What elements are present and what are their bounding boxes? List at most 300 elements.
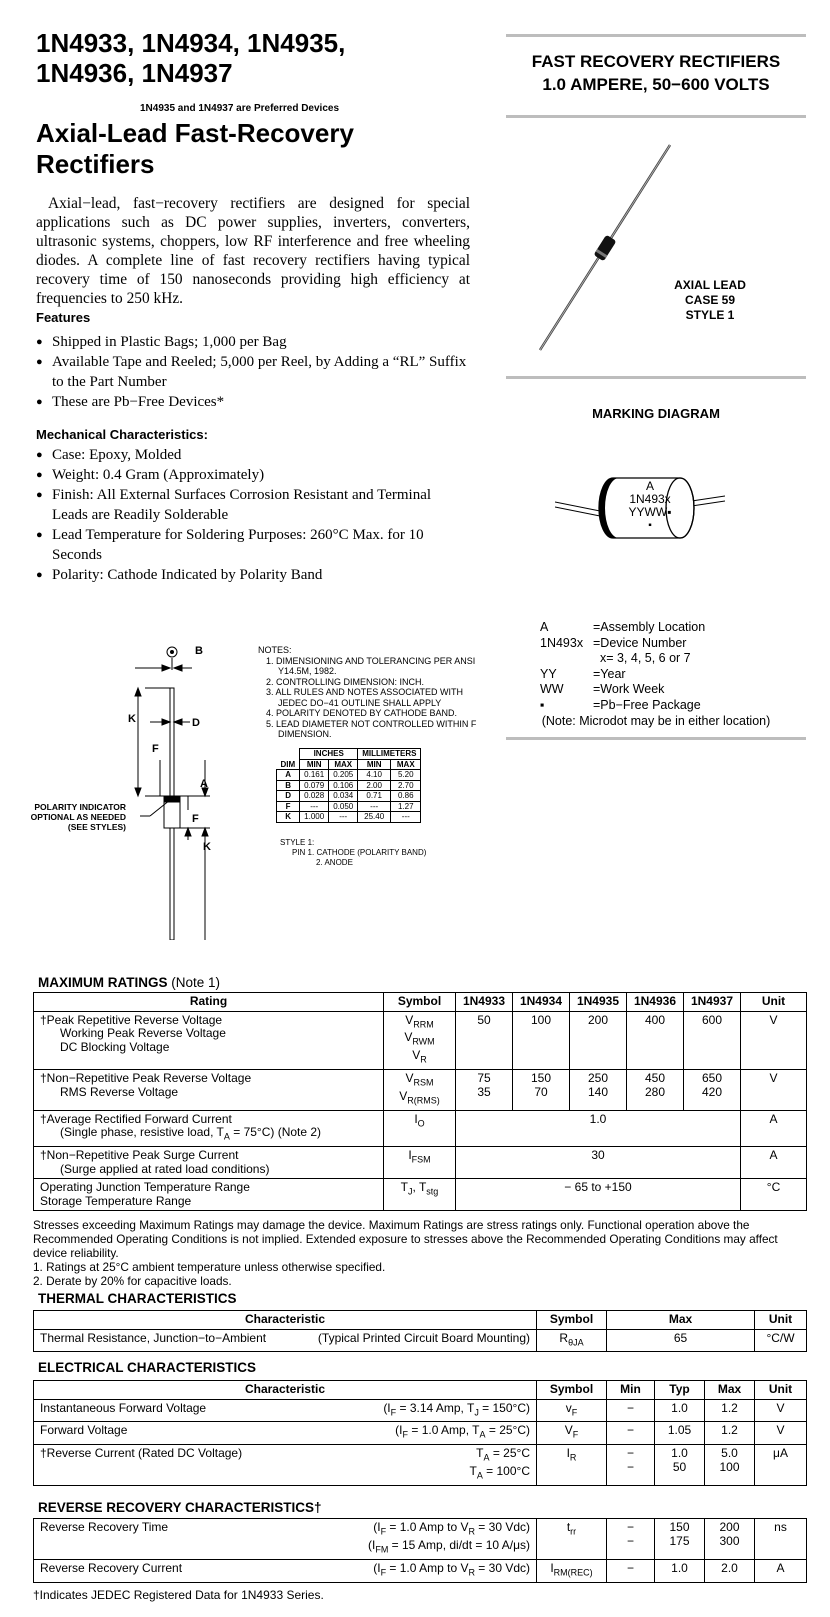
style-line3: 2. ANODE	[316, 858, 353, 867]
symbol: t	[566, 1520, 571, 1534]
table-row	[34, 1559, 807, 1582]
features-list	[36, 332, 476, 412]
rating-label: DC Blocking Voltage	[60, 1039, 170, 1054]
marking-diagram	[555, 470, 725, 550]
recovery-title: REVERSE RECOVERY CHARACTERISTICS†	[38, 1500, 322, 1515]
unit-cell: μA	[755, 1445, 807, 1486]
table-cell: 200	[570, 1011, 627, 1070]
table-cell: −	[607, 1559, 655, 1582]
table-cell	[627, 1070, 684, 1111]
table-cell: 0.106	[329, 780, 358, 791]
characteristic-cell	[34, 1519, 537, 1560]
table-cell: 1.0	[655, 1399, 705, 1422]
legend-key: 1N493x	[540, 635, 584, 650]
main-title-line1: Axial-Lead Fast-Recovery	[36, 118, 354, 148]
value: 175	[669, 1533, 690, 1548]
microdot-note: (Note: Microdot may be in either location)	[541, 714, 771, 728]
max-ratings-note: (Note 1)	[171, 975, 221, 990]
col-header: Symbol	[537, 1381, 607, 1400]
rating-cell	[34, 1070, 384, 1111]
dim-label-k2: K	[203, 841, 211, 853]
jedec-footnote: †Indicates JEDEC Registered Data for 1N4933 Series.	[33, 1588, 324, 1602]
symbol-cell	[537, 1559, 607, 1582]
note-item: 1. DIMENSIONING AND TOLERANCING PER ANSI Y14.5M, 1982.	[266, 655, 476, 676]
symbol-sub: RRM	[413, 1018, 434, 1029]
list-item: ● Shipped in Plastic Bags; 1,000 per Bag	[36, 332, 476, 352]
condition-sub: R	[468, 1526, 475, 1537]
thermal-table	[33, 1310, 807, 1352]
thermal-title: THERMAL CHARACTERISTICS	[38, 1291, 237, 1306]
condition: T	[469, 1464, 477, 1479]
value: 150	[669, 1520, 690, 1534]
note-item: 2. CONTROLLING DIMENSION: INCH.	[266, 676, 425, 687]
condition: (I	[373, 1560, 381, 1575]
table-row	[34, 1110, 807, 1146]
recovery-table	[33, 1518, 807, 1583]
list-item: ● Polarity: Cathode Indicated by Polarity Band	[36, 565, 456, 585]
list-item: ● Case: Epoxy, Molded	[36, 445, 456, 465]
max-ratings-title	[38, 975, 220, 990]
symbol-sub: FSM	[411, 1154, 431, 1165]
condition-sub: A	[476, 1470, 483, 1481]
table-cell: 50	[456, 1011, 513, 1070]
table-cell: ---	[391, 812, 421, 823]
symbol-sub: F	[572, 1429, 579, 1440]
symbol-sub: O	[417, 1118, 425, 1129]
electrical-title: ELECTRICAL CHARACTERISTICS	[38, 1360, 257, 1375]
condition: = 150°C)	[478, 1400, 530, 1415]
characteristic-cell	[34, 1559, 537, 1582]
marking-line1: A	[645, 479, 655, 493]
features-heading: Features	[36, 310, 91, 325]
style-line2: PIN 1. CATHODE (POLARITY BAND)	[292, 848, 427, 857]
condition: = 3.14 Amp, T	[396, 1400, 475, 1415]
condition: T	[476, 1446, 484, 1461]
max-header: MAX	[391, 759, 421, 770]
characteristic-label: Thermal Resistance, Junction−to−Ambient	[40, 1330, 267, 1345]
rating-cell	[34, 1011, 384, 1070]
rating-label: †Non−Repetitive Peak Reverse Voltage	[40, 1071, 252, 1086]
characteristic-cell	[34, 1399, 537, 1422]
value: 140	[587, 1084, 609, 1099]
rating-cell	[34, 1110, 384, 1146]
col-header: 1N4936	[627, 993, 684, 1012]
value: 450	[644, 1071, 666, 1086]
table-cell	[705, 1445, 755, 1486]
condition-sub: A	[483, 1452, 490, 1463]
table-row	[34, 1147, 807, 1179]
condition-sub: F	[402, 1429, 409, 1440]
marking-diagram-title: MARKING DIAGRAM	[592, 406, 720, 421]
rating-label: †Non−Repetitive Peak Surge Current	[40, 1148, 239, 1163]
min-header: MIN	[300, 759, 329, 770]
table-row	[277, 791, 421, 802]
value: 650	[701, 1071, 723, 1086]
rating-label: (Surge applied at rated load conditions)	[60, 1161, 270, 1176]
symbol: V	[564, 1423, 573, 1438]
symbol: v	[565, 1400, 572, 1415]
divider	[506, 737, 806, 740]
table-row	[277, 812, 421, 823]
col-header: 1N4935	[570, 993, 627, 1012]
table-cell: 1.0	[655, 1559, 705, 1582]
dim-label-d: D	[192, 717, 200, 729]
rating-sub: A	[223, 1131, 230, 1142]
polarity-line2: OPTIONAL AS NEEDED	[30, 812, 126, 822]
table-cell: 65	[607, 1329, 755, 1352]
symbol-cell	[537, 1519, 607, 1560]
table-cell	[607, 1519, 655, 1560]
condition: (I	[383, 1400, 391, 1415]
condition: (I	[395, 1423, 403, 1438]
value: 75	[477, 1071, 491, 1086]
condition-sub: FM	[375, 1544, 389, 1555]
unit-cell: A	[741, 1147, 807, 1179]
list-item: ● Weight: 0.4 Gram (Approximately)	[36, 465, 456, 485]
symbol: I	[566, 1446, 570, 1461]
table-cell	[456, 1070, 513, 1111]
note-item: 3. ALL RULES AND NOTES ASSOCIATED WITH JEDEC DO−41 OUTLINE SHALL APPLY	[266, 687, 464, 708]
condition: (I	[373, 1520, 381, 1534]
table-cell: 2.00	[358, 780, 391, 791]
symbol-cell	[537, 1399, 607, 1422]
value: −	[626, 1520, 634, 1534]
table-cell: 1.05	[655, 1422, 705, 1445]
condition-sub: F	[380, 1567, 387, 1578]
condition: = 25°C)	[485, 1423, 530, 1438]
symbol-cell	[384, 1070, 456, 1111]
symbol-sub: θJA	[568, 1336, 584, 1347]
note-item: 4. POLARITY DENOTED BY CATHODE BAND.	[266, 708, 458, 718]
unit-cell: °C	[741, 1179, 807, 1211]
symbol-sub: R(RMS)	[407, 1095, 440, 1106]
characteristic-label: Reverse Recovery Current	[40, 1560, 183, 1575]
value: −	[626, 1446, 634, 1461]
symbol: V	[399, 1089, 408, 1104]
table-cell: −	[607, 1422, 655, 1445]
symbol-sub: RM(REC)	[553, 1567, 593, 1578]
list-item: ● Available Tape and Reeled; 5,000 per Reel, by Adding a “RL” Suffix to the Part Number	[36, 352, 476, 392]
col-header: Max	[607, 1311, 755, 1330]
value: 280	[644, 1084, 666, 1099]
case-line1: AXIAL LEAD	[674, 278, 746, 292]
value: 300	[719, 1533, 740, 1548]
case-line2: CASE 59	[684, 293, 736, 307]
table-cell	[570, 1070, 627, 1111]
table-cell: B	[277, 780, 300, 791]
legend-value: =Device Number	[593, 635, 687, 650]
symbol: I	[408, 1148, 412, 1163]
table-cell: 5.20	[391, 770, 421, 781]
symbol-sub: R	[569, 1452, 577, 1463]
legend-key: WW	[540, 682, 564, 696]
symbol: I	[550, 1560, 554, 1575]
unit-cell: V	[741, 1070, 807, 1111]
characteristic-label: Reverse Recovery Time	[40, 1520, 169, 1534]
notes-heading: NOTES:	[258, 645, 292, 655]
symbol: R	[559, 1330, 569, 1345]
table-cell: 30	[456, 1147, 741, 1179]
legend-row	[540, 651, 705, 667]
table-cell	[705, 1519, 755, 1560]
legend-value: =Pb−Free Package	[593, 697, 701, 712]
legend-row	[540, 667, 705, 683]
symbol-cell	[537, 1445, 607, 1486]
symbol-sub: rr	[570, 1526, 577, 1537]
col-header: Symbol	[537, 1311, 607, 1330]
characteristic-cell	[34, 1329, 537, 1352]
condition: = 1.0 Amp, T	[408, 1423, 480, 1438]
rating-label: Working Peak Reverse Voltage	[60, 1026, 226, 1040]
col-header: Rating	[34, 993, 384, 1012]
mechanical-list	[36, 445, 456, 585]
symbol: T	[400, 1180, 409, 1195]
table-row	[34, 1179, 807, 1211]
rating-label: RMS Reverse Voltage	[60, 1084, 179, 1099]
symbol: V	[412, 1048, 421, 1063]
rating-cell	[34, 1179, 384, 1211]
unit-cell: V	[755, 1399, 807, 1422]
intro-paragraph: Axial−lead, fast−recovery rectifiers are designed for special applications such as DC power supplies, inverters, converters, ultrasonic systems, choppers, low RF interference and free wheeling diodes. A complete line of fast recovery rectifiers having typical recovery time of 150 nanoseconds providing high efficiency at frequencies to 250 kHz.	[36, 195, 470, 307]
condition-sub: R	[468, 1567, 475, 1578]
value: 1.0	[671, 1446, 688, 1461]
unit-cell: A	[755, 1559, 807, 1582]
condition: (I	[367, 1537, 376, 1552]
condition: = 1.0 Amp to V	[386, 1520, 469, 1534]
characteristic-cell	[34, 1422, 537, 1445]
table-cell: − 65 to +150	[456, 1179, 741, 1211]
table-cell: 1.000	[300, 812, 329, 823]
dim-label-f2: F	[192, 813, 199, 825]
characteristic-label: †Reverse Current (Rated DC Voltage)	[40, 1446, 243, 1461]
table-cell: ---	[300, 801, 329, 812]
symbol-sub: RWM	[412, 1036, 435, 1047]
legend-value: =Assembly Location	[593, 620, 706, 634]
stress-disclaimer	[33, 1218, 807, 1288]
legend-row	[540, 698, 705, 714]
table-cell: F	[277, 801, 300, 812]
outline-drawing	[20, 640, 240, 940]
characteristic-cell	[34, 1445, 537, 1486]
unit-cell: °C/W	[755, 1329, 807, 1352]
value: −	[626, 1459, 634, 1474]
note-item: 5. LEAD DIAMETER NOT CONTROLLED WITHIN F DIMENSION.	[266, 718, 477, 739]
summary-line2: 1.0 AMPERE, 50−600 VOLTS	[542, 75, 770, 94]
value: 35	[477, 1084, 491, 1099]
table-cell: 400	[627, 1011, 684, 1070]
inches-header: INCHES	[300, 749, 358, 760]
col-header: Characteristic	[34, 1381, 537, 1400]
symbol: V	[405, 1012, 414, 1027]
style-line1: STYLE 1:	[280, 838, 315, 847]
col-header: 1N4937	[684, 993, 741, 1012]
table-cell: 0.028	[300, 791, 329, 802]
rating-label: Operating Junction Temperature Range	[40, 1180, 250, 1195]
marking-line4: ▪	[648, 520, 652, 531]
table-cell	[607, 1445, 655, 1486]
table-cell: ---	[358, 801, 391, 812]
table-cell: 0.161	[300, 770, 329, 781]
table-row	[277, 770, 421, 781]
table-cell: 2.70	[391, 780, 421, 791]
value: 50	[672, 1459, 687, 1474]
table-cell: 2.0	[705, 1559, 755, 1582]
legend-row	[540, 620, 705, 636]
legend-key: A	[540, 620, 549, 634]
condition-sub: F	[380, 1526, 387, 1537]
symbol-cell	[384, 1110, 456, 1146]
part-number-title	[36, 28, 466, 88]
col-header: Unit	[741, 993, 807, 1012]
min-header: MIN	[358, 759, 391, 770]
list-item: ● Lead Temperature for Soldering Purposes: 260°C Max. for 10 Seconds	[36, 525, 456, 565]
electrical-table	[33, 1380, 807, 1486]
case-label	[640, 278, 780, 323]
marking-line3: YYWW▪	[628, 505, 672, 519]
col-header: Max	[705, 1381, 755, 1400]
table-row	[277, 780, 421, 791]
symbol-cell	[384, 1147, 456, 1179]
condition-sub: F	[390, 1406, 397, 1417]
mechanical-heading: Mechanical Characteristics:	[36, 427, 208, 442]
rating-cell	[34, 1147, 384, 1179]
part-title-line1: 1N4933, 1N4934, 1N4935,	[36, 28, 346, 58]
value: −	[626, 1533, 634, 1548]
mm-header: MILLIMETERS	[358, 749, 421, 760]
table-cell: 1.0	[456, 1110, 741, 1146]
value: 420	[701, 1084, 723, 1099]
rating-label: (Single phase, resistive load, T	[60, 1125, 224, 1140]
divider	[506, 34, 806, 37]
page-title	[36, 118, 476, 180]
max-ratings-heading: MAXIMUM RATINGS	[38, 975, 168, 990]
marking-legend	[540, 620, 705, 713]
symbol-cell	[537, 1422, 607, 1445]
condition: = 30 Vdc)	[474, 1520, 530, 1534]
legend-key: YY	[540, 666, 557, 681]
table-row	[34, 1445, 807, 1486]
legend-value: x= 3, 4, 5, 6 or 7	[593, 651, 691, 665]
table-row	[34, 1519, 807, 1560]
col-header: Min	[607, 1381, 655, 1400]
value: 100	[719, 1459, 740, 1474]
col-header: Unit	[755, 1311, 807, 1330]
table-row	[34, 1422, 807, 1445]
symbol: , T	[412, 1180, 427, 1195]
table-cell: 25.40	[358, 812, 391, 823]
table-cell: 0.86	[391, 791, 421, 802]
max-ratings-table	[33, 992, 807, 1211]
dim-label-f: F	[152, 743, 159, 755]
table-cell: 0.71	[358, 791, 391, 802]
table-cell: 1.2	[705, 1399, 755, 1422]
table-cell: 1.27	[391, 801, 421, 812]
col-header: Symbol	[384, 993, 456, 1012]
condition: = 25°C	[489, 1446, 530, 1461]
characteristic-label: Forward Voltage	[40, 1423, 128, 1438]
max-header: MAX	[329, 759, 358, 770]
table-row	[34, 1070, 807, 1111]
legend-value: =Work Week	[593, 682, 665, 696]
symbol-sub: stg	[426, 1186, 439, 1197]
dim-header: DIM	[277, 749, 300, 770]
value: 5.0	[721, 1446, 738, 1461]
rating-label: = 75°C) (Note 2)	[229, 1125, 322, 1140]
symbol-sub: J	[408, 1186, 413, 1197]
case-line3: STYLE 1	[685, 308, 735, 322]
legend-key	[540, 651, 593, 667]
table-cell: −	[607, 1399, 655, 1422]
table-row	[34, 1011, 807, 1070]
symbol-sub: F	[571, 1406, 578, 1417]
symbol-cell	[384, 1179, 456, 1211]
marking-line2: 1N493x	[629, 492, 671, 506]
symbol-cell	[384, 1011, 456, 1070]
condition-sub: J	[474, 1406, 479, 1417]
condition-sub: A	[479, 1429, 486, 1440]
table-cell	[513, 1070, 570, 1111]
dim-label-a: A	[200, 778, 208, 790]
rating-label: †Peak Repetitive Reverse Voltage	[40, 1012, 223, 1027]
unit-cell: ns	[755, 1519, 807, 1560]
table-row	[277, 801, 421, 812]
rating-label: Storage Temperature Range	[40, 1193, 192, 1208]
value: 150	[530, 1071, 552, 1086]
symbol-sub: RSM	[413, 1077, 434, 1088]
table-cell: 4.10	[358, 770, 391, 781]
condition: = 15 Amp, di/dt = 10 A/μs)	[388, 1537, 530, 1552]
table-row	[34, 1329, 807, 1352]
condition: = 1.0 Amp to V	[386, 1560, 469, 1575]
table-cell: 0.034	[329, 791, 358, 802]
dim-label-b: B	[195, 645, 203, 657]
unit-cell: V	[755, 1422, 807, 1445]
list-item: ● Finish: All External Surfaces Corrosion Resistant and Terminal Leads are Readily Solderable	[36, 485, 456, 525]
symbol: I	[414, 1111, 418, 1126]
stress-text: Stresses exceeding Maximum Ratings may damage the device. Maximum Ratings are stress ratings only. Functional operation above the Recommended Operating Conditions is not implied. Extended exposure to stresses above the Recommended Operating Conditions may affect device reliability.	[33, 1218, 778, 1260]
polarity-line1: POLARITY INDICATOR	[34, 802, 126, 812]
stress-note: 2. Derate by 20% for capacitive loads.	[33, 1274, 232, 1288]
table-cell	[655, 1445, 705, 1486]
table-cell: 600	[684, 1011, 741, 1070]
unit-cell: V	[741, 1011, 807, 1070]
table-cell	[655, 1519, 705, 1560]
style-note	[280, 838, 426, 868]
condition: (Typical Printed Circuit Board Mounting)	[317, 1330, 530, 1345]
col-header: Characteristic	[34, 1311, 537, 1330]
condition: = 100°C	[482, 1464, 530, 1479]
legend-value: =Year	[593, 666, 626, 681]
legend-row	[540, 636, 705, 652]
table-cell: ---	[329, 812, 358, 823]
value: 200	[719, 1520, 740, 1534]
table-cell: 0.079	[300, 780, 329, 791]
dim-label-k: K	[128, 713, 136, 725]
table-cell: 1.2	[705, 1422, 755, 1445]
col-header: 1N4933	[456, 993, 513, 1012]
value: 70	[534, 1084, 548, 1099]
divider	[506, 376, 806, 379]
main-title-line2: Rectifiers	[36, 149, 155, 179]
unit-cell: A	[741, 1110, 807, 1146]
symbol-sub: R	[420, 1054, 427, 1065]
symbol: V	[405, 1071, 414, 1086]
characteristic-label: Instantaneous Forward Voltage	[40, 1400, 207, 1415]
table-cell: K	[277, 812, 300, 823]
col-header: Typ	[655, 1381, 705, 1400]
legend-row	[540, 682, 705, 698]
product-summary-title	[506, 50, 806, 96]
